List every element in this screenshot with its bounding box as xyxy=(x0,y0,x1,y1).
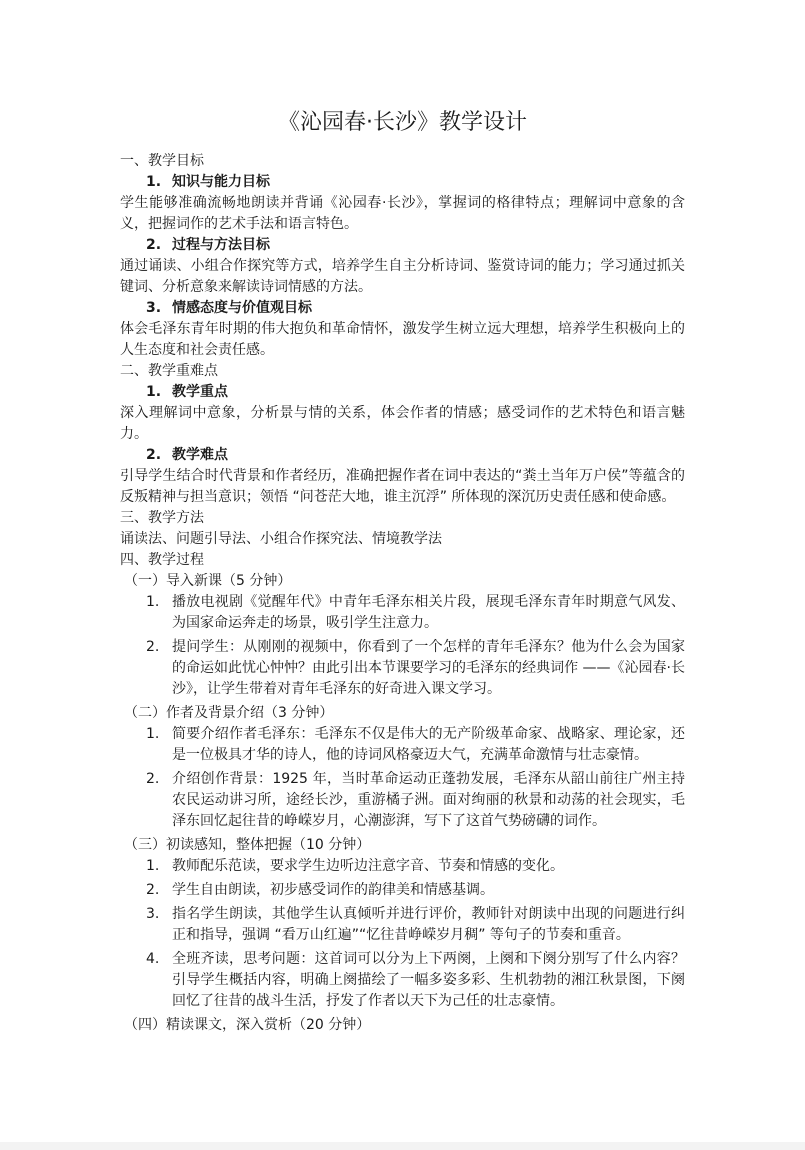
paragraph-knowledge: 学生能够准确流畅地朗读并背诵《沁园春·长沙》，掌握词的格律特点；理解词中意象的含义，把握词作的艺术手法和语言特色。 xyxy=(120,195,685,232)
subheading-label: 过程与方法目标 xyxy=(172,237,270,253)
list-item-number: 1. xyxy=(146,858,160,874)
subheading-number: 1. xyxy=(146,174,162,190)
list-item xyxy=(120,880,685,901)
list-item-text: 简要介绍作者毛泽东：毛泽东不仅是伟大的无产阶级革命家、战略家、理论家，还是一位极具才华的诗人，他的诗词风格豪迈大气，充满革命激情与壮志豪情。 xyxy=(172,726,685,763)
section-heading-objectives: 一、教学目标 xyxy=(120,153,204,169)
steps-first-reading xyxy=(120,856,685,1012)
phase-heading-first-reading: （三）初读感知，整体把握（10 分钟） xyxy=(124,837,371,853)
list-item-text: 指名学生朗读，其他学生认真倾听并进行评价，教师针对朗读中出现的问题进行纠正和指导，强调 “看万山红遍”“忆往昔峥嵘岁月稠” 等句子的节奏和重音。 xyxy=(172,906,685,943)
subheading-number: 3. xyxy=(146,300,162,316)
list-item xyxy=(120,769,685,832)
list-item-text: 播放电视剧《觉醒年代》中青年毛泽东相关片段，展现毛泽东青年时期意气风发、为国家命运奔走的场景，吸引学生注意力。 xyxy=(172,594,685,631)
list-item xyxy=(120,592,685,634)
section-heading-process: 四、教学过程 xyxy=(120,552,204,568)
paragraph-difficulty: 引导学生结合时代背景和作者经历，准确把握作者在词中表达的“粪土当年万户侯”等蕴含的反叛精神与担当意识；领悟 “问苍茫大地，谁主沉浮” 所体现的深沉历史责任感和使命感。 xyxy=(120,468,685,505)
subheading-number: 1. xyxy=(146,384,162,400)
steps-background xyxy=(120,724,685,832)
list-item-text: 介绍创作背景：1925 年，当时革命运动正蓬勃发展，毛泽东从韶山前往广州主持农民运动讲习所，途经长沙，重游橘子洲。面对绚丽的秋景和动荡的社会现实，毛泽东回忆起往昔的峥嵘岁月，心潮澎湃，写下了这首气势磅礴的词作。 xyxy=(172,771,685,829)
subheading-values xyxy=(120,298,685,319)
subheading-label: 情感态度与价值观目标 xyxy=(172,300,312,316)
subheading-difficulty xyxy=(120,445,685,466)
section-heading-methods: 三、教学方法 xyxy=(120,510,204,526)
subheading-focus xyxy=(120,382,685,403)
paragraph-values: 体会毛泽东青年时期的伟大抱负和革命情怀，激发学生树立远大理想，培养学生积极向上的人生态度和社会责任感。 xyxy=(120,321,685,358)
list-item-text: 学生自由朗读，初步感受词作的韵律美和情感基调。 xyxy=(172,882,494,898)
list-item-number: 4. xyxy=(146,951,160,967)
subheading-number: 2. xyxy=(146,237,162,253)
list-item-number: 2. xyxy=(146,639,160,655)
list-item-text: 提问学生：从刚刚的视频中，你看到了一个怎样的青年毛泽东？他为什么会为国家的命运如此忧心忡忡？由此引出本节课要学习的毛泽东的经典词作 ——《沁园春·长沙》，让学生带着对青年毛泽东的好奇进入课文学习。 xyxy=(172,639,685,697)
list-item xyxy=(120,637,685,700)
paragraph-methods: 诵读法、问题引导法、小组合作探究法、情境教学法 xyxy=(120,531,442,547)
list-item xyxy=(120,949,685,1012)
list-item-number: 1. xyxy=(146,726,160,742)
phase-heading-close-reading: （四）精读课文，深入赏析（20 分钟） xyxy=(124,1017,371,1033)
subheading-label: 知识与能力目标 xyxy=(172,174,270,190)
subheading-label: 教学重点 xyxy=(172,384,228,400)
subheading-number: 2. xyxy=(146,447,162,463)
steps-intro xyxy=(120,592,685,700)
list-item xyxy=(120,856,685,877)
list-item-text: 全班齐读，思考问题：这首词可以分为上下两阕，上阕和下阕分别写了什么内容？引导学生概括内容，明确上阕描绘了一幅多姿多彩、生机勃勃的湘江秋景图，下阕回忆了往昔的战斗生活，抒发了作者以天下为己任的壮志豪情。 xyxy=(172,951,685,1009)
list-item xyxy=(120,724,685,766)
list-item xyxy=(120,904,685,946)
subheading-process xyxy=(120,235,685,256)
phase-heading-intro: （一）导入新课（5 分钟） xyxy=(124,573,292,589)
subheading-label: 教学难点 xyxy=(172,447,228,463)
list-item-number: 2. xyxy=(146,771,160,787)
list-item-text: 教师配乐范读，要求学生边听边注意字音、节奏和情感的变化。 xyxy=(172,858,564,874)
paragraph-focus: 深入理解词中意象，分析景与情的关系，体会作者的情感；感受词作的艺术特色和语言魅力。 xyxy=(120,405,685,442)
phase-heading-background: （二）作者及背景介绍（3 分钟） xyxy=(124,705,334,721)
list-item-number: 1. xyxy=(146,594,160,610)
subheading-knowledge xyxy=(120,172,685,193)
document-title: 《沁园春·长沙》教学设计 xyxy=(278,110,527,135)
section-heading-key-points: 二、教学重难点 xyxy=(120,363,218,379)
paragraph-process: 通过诵读、小组合作探究等方式，培养学生自主分析诗词、鉴赏诗词的能力；学习通过抓关键词、分析意象来解读诗词情感的方法。 xyxy=(120,258,685,295)
list-item-number: 3. xyxy=(146,906,160,922)
list-item-number: 2. xyxy=(146,882,160,898)
